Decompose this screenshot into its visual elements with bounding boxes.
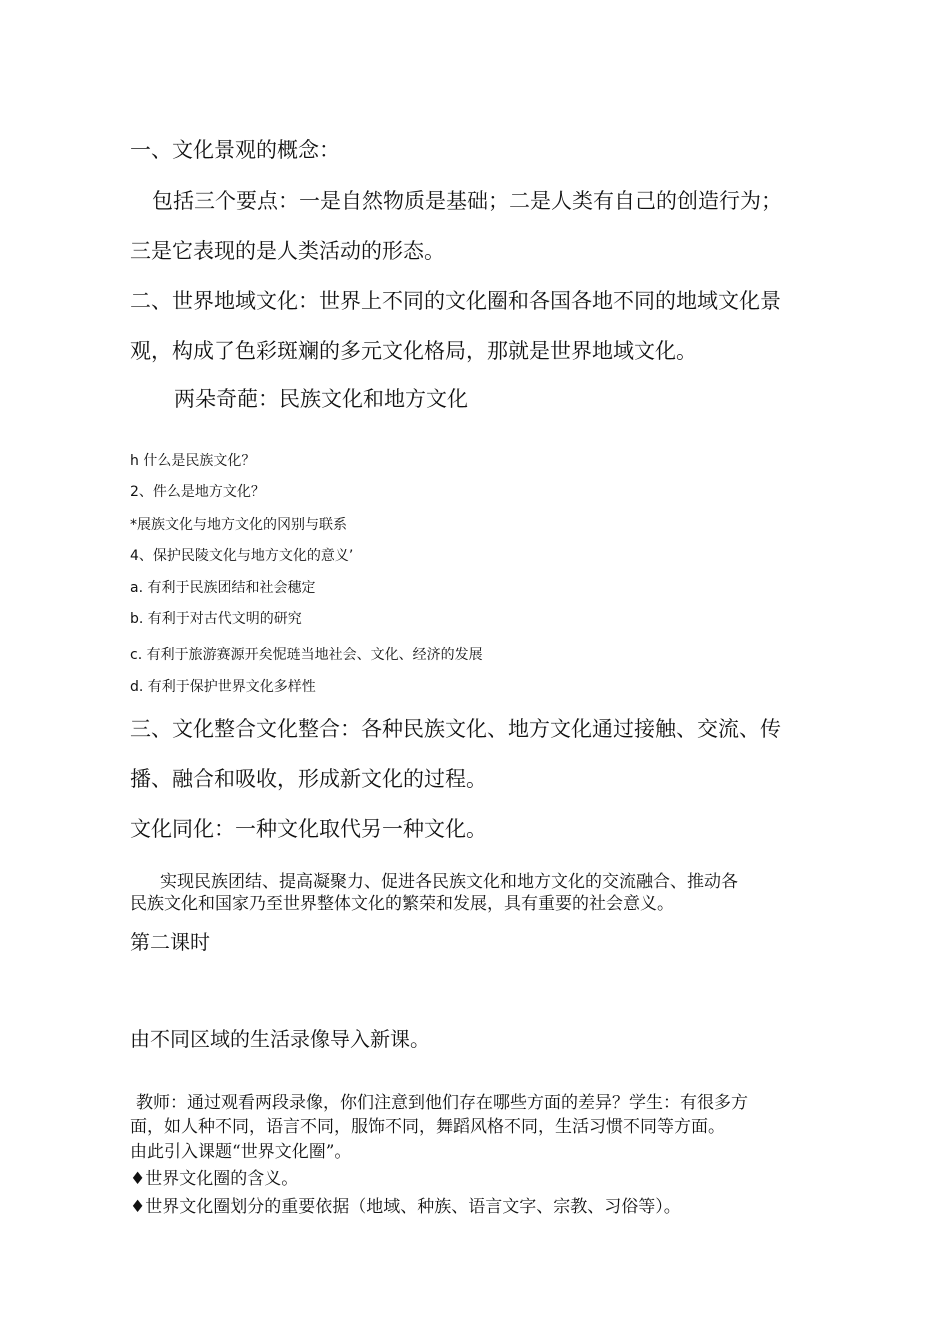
question-4: 4、保护民陵文化与地方文化的意义’ [130, 548, 354, 564]
lesson2-title: 第二课时 [130, 930, 210, 954]
question-3: *展族文化与地方文化的冈别与联系 [130, 517, 347, 533]
item-text: 有利于旅游赛源开矣怩琏当地社会、文化、经济的发展 [146, 647, 483, 663]
section3-line1: 三、文化整合文化整合：各种民族文化、地方文化通过接触、交流、传 [130, 717, 781, 741]
meaning-para-line1: 实现民族团结、提高凝聚力、促进各民族文化和地方文化的交流融合、推动各 [160, 872, 738, 892]
significance-item-d [130, 676, 316, 696]
significance-item-b [130, 608, 302, 628]
dialog-line2: 面，如人种不同，语言不同，服饰不同，舞蹈风格不同，生活习惯不同等方面。 [130, 1117, 725, 1137]
section2-line2: 观，构成了色彩斑斓的多元文化格局，那就是世界地域文化。 [130, 339, 697, 363]
significance-item-c [130, 644, 483, 664]
bullet-definition: ♦世界文化圈的含义。 [130, 1169, 299, 1189]
item-text: 有利于民族团结和社会穗定 [147, 580, 316, 596]
section1-para-line2: 三是它表现的是人类活动的形态。 [130, 239, 445, 263]
meaning-para-line2: 民族文化和国家乃至世界整体文化的繁荣和发展，具有重要的社会意义。 [130, 894, 674, 914]
question-2: 2、件么是地方文化？ [130, 484, 265, 500]
section1-para-line1: 包括三个要点：一是自然物质是基础；二是人类有自己的创造行为； [152, 189, 782, 213]
item-marker: b. [130, 611, 144, 627]
question-1: h 什么是民族文化？ [130, 453, 256, 469]
significance-item-a [130, 577, 315, 597]
lesson2-intro: 由不同区域的生活录像导入新课。 [130, 1027, 430, 1051]
section1-heading: 一、文化景观的概念： [130, 138, 340, 162]
item-marker: c. [130, 647, 143, 663]
section2-line3: 两朵奇葩：民族文化和地方文化 [174, 387, 468, 411]
item-marker: a. [130, 580, 144, 596]
dialog-line1: 教师：通过观看两段录像，你们注意到他们存在哪些方面的差异？学生：有很多方 [136, 1093, 748, 1113]
item-text: 有利于保护世界文化多样性 [147, 679, 316, 695]
section3-line2: 播、融合和吸收，形成新文化的过程。 [130, 767, 487, 791]
dialog-line3: 由此引入课题“世界文化圈”。 [130, 1142, 352, 1162]
item-marker: d. [130, 679, 144, 695]
section3-line3: 文化同化：一种文化取代另一种文化。 [130, 817, 487, 841]
bullet-criteria: ♦世界文化圈划分的重要依据（地域、种族、语言文字、宗教、习俗等）。 [130, 1197, 681, 1217]
section2-line1: 二、世界地域文化：世界上不同的文化圈和各国各地不同的地域文化景 [130, 289, 781, 313]
item-text: 有利于对古代文明的研究 [147, 611, 302, 627]
